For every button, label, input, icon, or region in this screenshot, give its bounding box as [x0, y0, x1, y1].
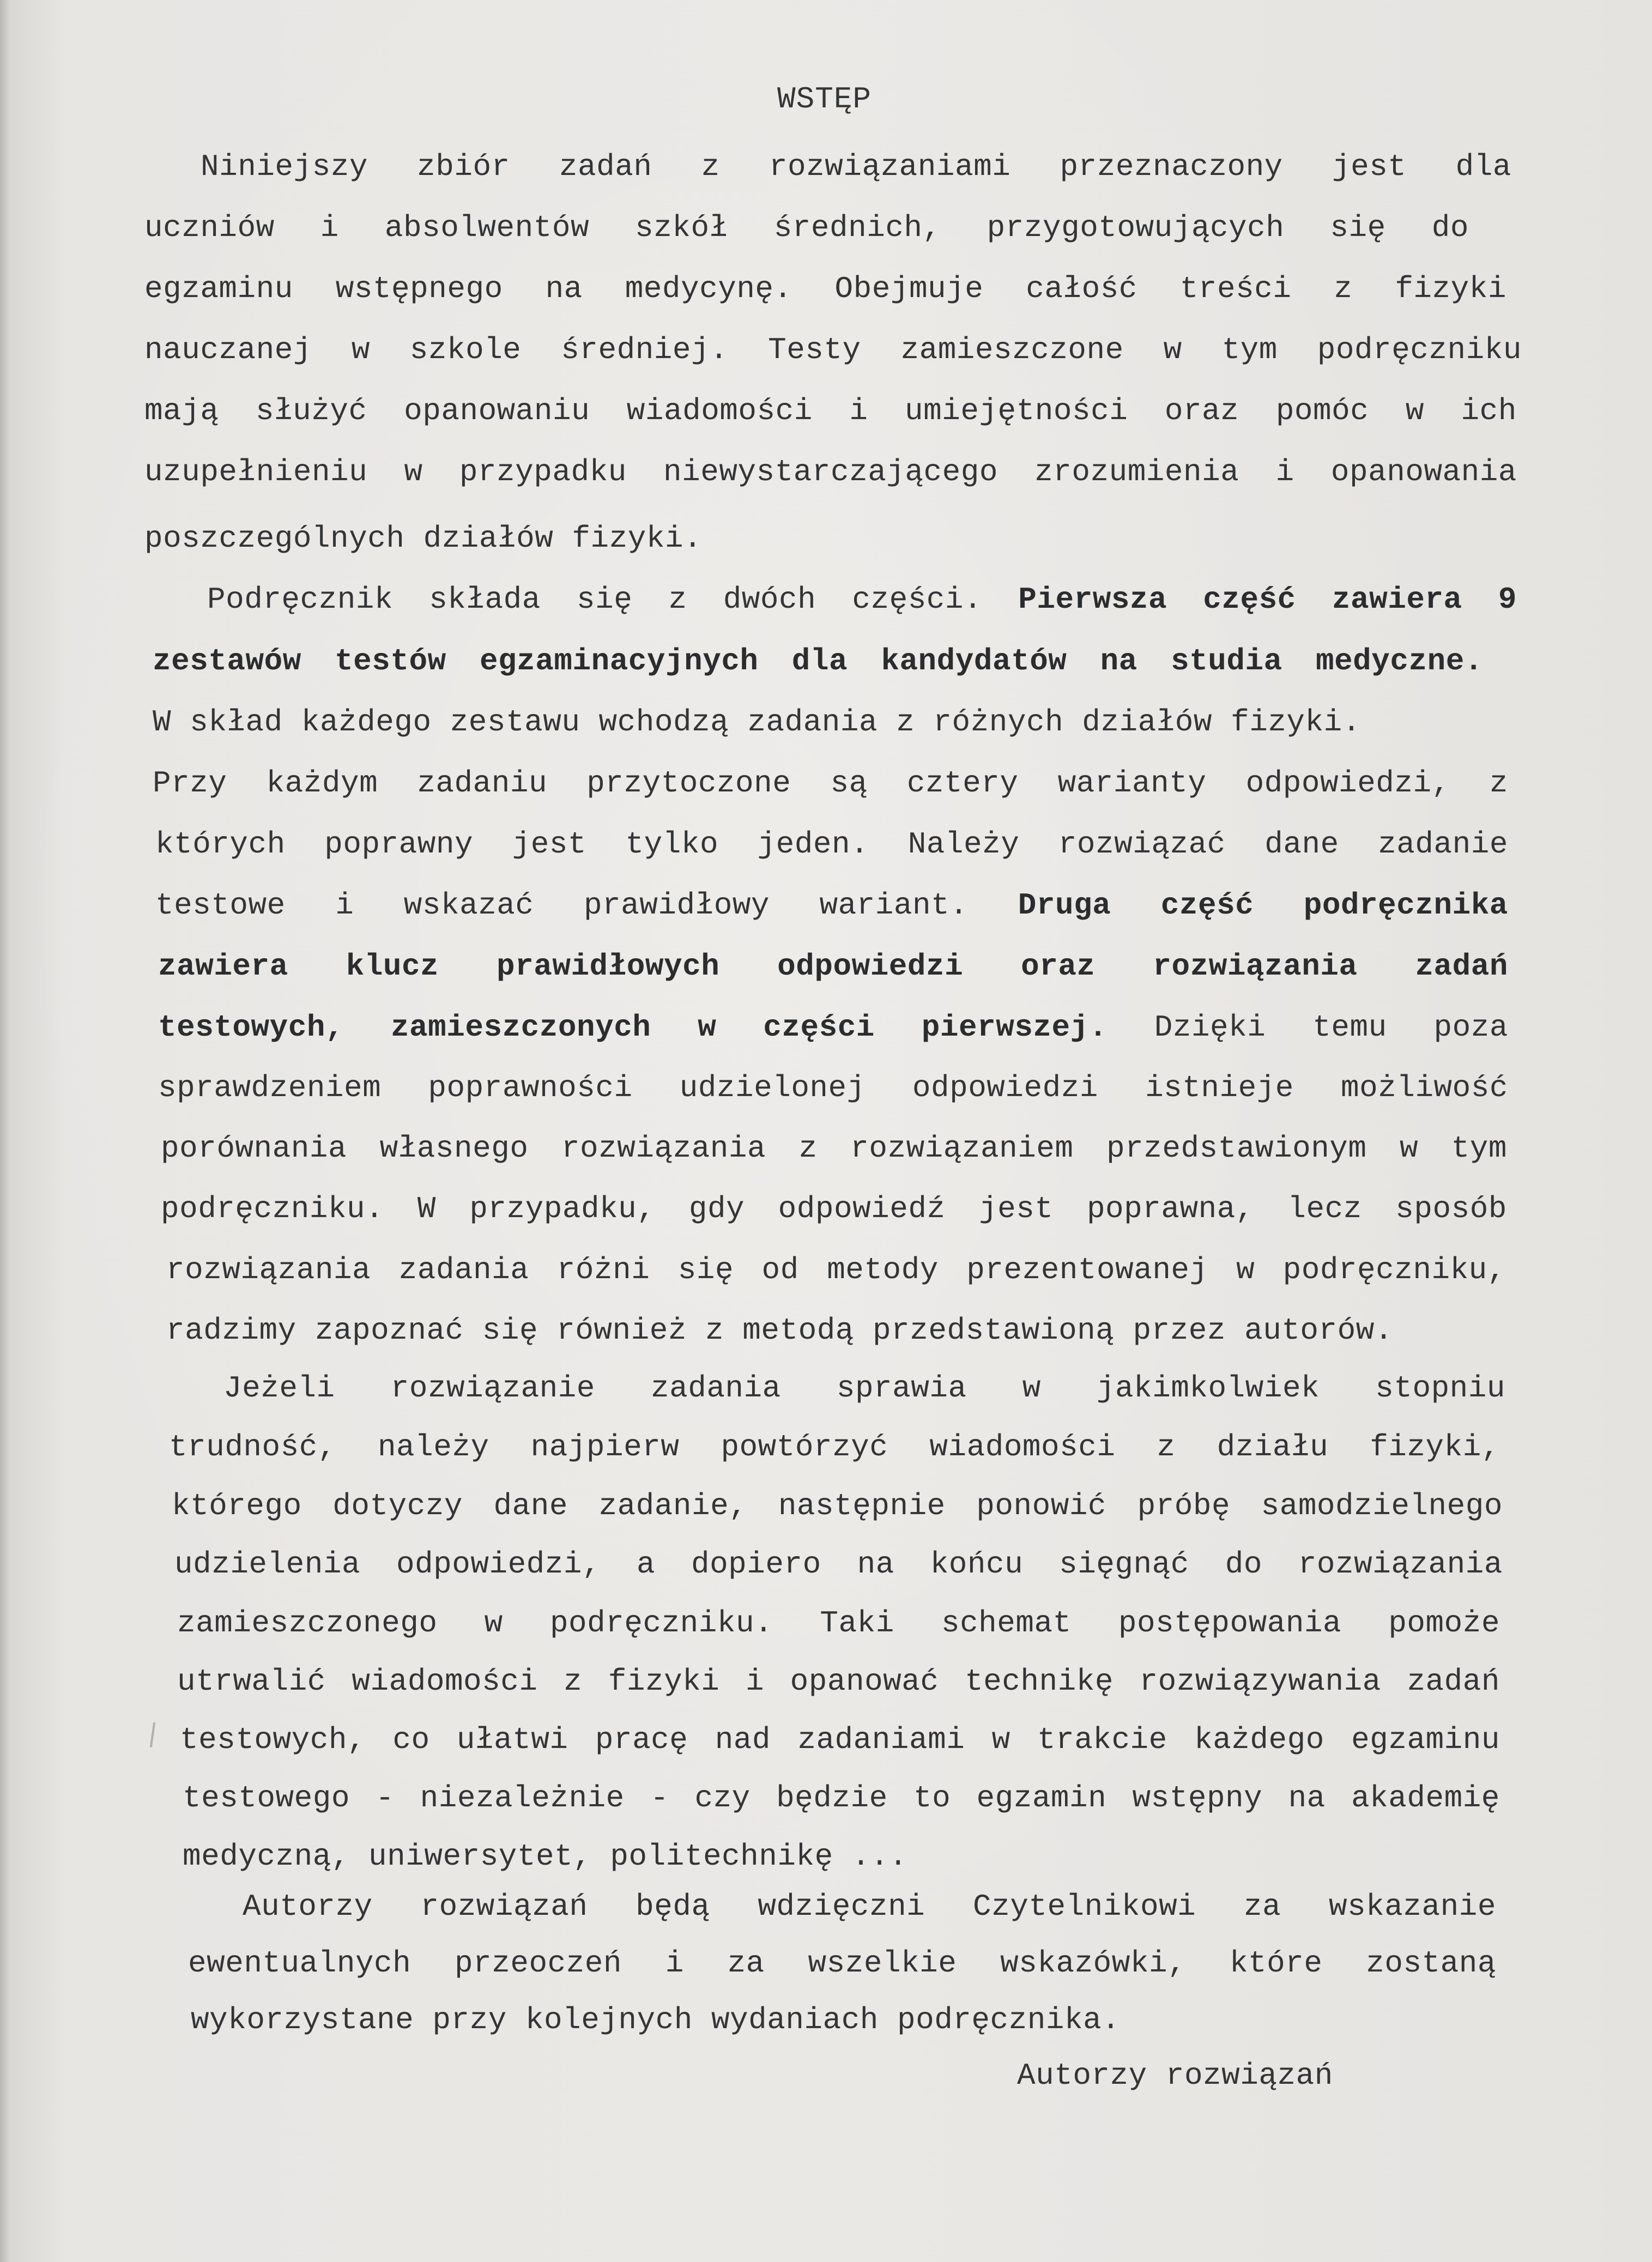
- body-word: 9: [1498, 582, 1517, 617]
- body-word: ewentualnych: [188, 1946, 412, 1981]
- body-word: jest: [512, 827, 587, 862]
- body-word: pracę: [595, 1722, 688, 1757]
- body-word: podręcznika: [1303, 888, 1508, 923]
- body-word: klucz: [346, 949, 439, 984]
- body-word: dane: [1264, 827, 1339, 862]
- body-word: a: [636, 1547, 656, 1582]
- body-word: prawidłowy: [583, 888, 770, 923]
- body-word: przypadku,: [469, 1192, 656, 1226]
- body-word: rozwiązania: [166, 1253, 371, 1287]
- body-word: dotyczy: [332, 1489, 463, 1523]
- body-word: w: [1400, 1131, 1419, 1166]
- body-word: poprawności: [428, 1070, 633, 1105]
- body-word: Podręcznik: [207, 582, 394, 617]
- body-word: W: [417, 1192, 436, 1226]
- body-line: [161, 1194, 1507, 1224]
- body-line: [174, 1549, 1503, 1580]
- body-word: wariant.: [819, 888, 969, 923]
- body-word: tym: [1221, 332, 1278, 367]
- body-word: zadanie: [1378, 827, 1508, 862]
- body-word: akademię: [1351, 1781, 1500, 1816]
- body-word: Niniejszy: [201, 149, 368, 184]
- body-word: studia: [1171, 644, 1282, 679]
- body-word: przeoczeń: [455, 1946, 622, 1981]
- body-word: co: [392, 1722, 430, 1757]
- body-line: [155, 829, 1508, 860]
- body-word: cztery: [906, 766, 1019, 801]
- body-line: [166, 1255, 1506, 1285]
- body-word: pomóc: [1275, 394, 1369, 428]
- body-line: radzimy zapoznać się również z metodą przedstawioną przez autorów.: [166, 1313, 1393, 1348]
- body-line: [158, 951, 1508, 982]
- body-word: następnie: [778, 1489, 946, 1523]
- body-word: w: [1405, 394, 1424, 428]
- body-word: wskazanie: [1328, 1889, 1496, 1924]
- body-word: prawidłowych: [497, 949, 720, 984]
- body-word: różni: [556, 1253, 650, 1287]
- body-word: i: [320, 210, 339, 245]
- body-word: odpowiedzi: [777, 949, 964, 984]
- body-word: Taki: [820, 1606, 894, 1641]
- body-word: fizyki: [1395, 271, 1506, 306]
- body-word: na: [545, 271, 583, 306]
- body-word: to: [913, 1781, 951, 1816]
- body-word: Obejmuje: [834, 271, 984, 306]
- body-word: wiadomości: [626, 394, 813, 428]
- body-word: opanować: [790, 1664, 939, 1699]
- body-word: powtórzyć: [721, 1430, 888, 1465]
- body-word: za: [1244, 1889, 1281, 1924]
- body-word: zostaną: [1366, 1946, 1496, 1981]
- body-word: zbiór: [417, 149, 510, 184]
- body-line: [177, 1606, 1500, 1641]
- body-word: i: [665, 1946, 684, 1981]
- body-word: uzupełnieniu: [144, 455, 368, 489]
- body-word: trudność,: [169, 1430, 336, 1465]
- body-word: końcu: [930, 1547, 1024, 1582]
- body-word: utrwalić: [177, 1664, 326, 1699]
- body-word: przygotowujących: [987, 210, 1285, 245]
- body-word: należy: [377, 1430, 489, 1465]
- body-word: dane: [493, 1489, 568, 1523]
- body-word: na: [1288, 1781, 1326, 1816]
- body-word: z: [668, 582, 687, 617]
- body-word: sprawdzeniem: [158, 1070, 382, 1105]
- body-word: do: [1225, 1547, 1262, 1582]
- body-line: [144, 457, 1517, 487]
- body-word: zawiera: [1332, 582, 1462, 617]
- body-word: zadaniu: [417, 766, 548, 801]
- body-word: z: [798, 1131, 818, 1166]
- body-word: zadania: [398, 1253, 529, 1287]
- body-word: Przy: [153, 766, 227, 801]
- body-word: które: [1229, 1946, 1323, 1981]
- body-word: średniej.: [561, 332, 729, 367]
- body-word: umiejętności: [905, 394, 1128, 428]
- body-word: zawiera: [158, 949, 288, 984]
- body-word: samodzielnego: [1261, 1489, 1503, 1523]
- body-line: wykorzystane przy kolejnych wydaniach podręcznika.: [191, 2003, 1121, 2037]
- body-word: jakimkolwiek: [1096, 1371, 1320, 1406]
- body-word: części: [763, 1010, 875, 1045]
- body-word: Testy: [768, 332, 861, 367]
- body-line: [223, 1373, 1505, 1404]
- body-word: od: [761, 1253, 799, 1287]
- body-word: z: [564, 1664, 583, 1699]
- body-word: w: [1236, 1253, 1255, 1287]
- body-word: testowego: [183, 1781, 350, 1816]
- body-line: [153, 644, 1483, 679]
- body-word: odpowiedź: [778, 1192, 946, 1226]
- body-line: [153, 768, 1508, 799]
- body-word: czy: [694, 1781, 751, 1816]
- body-word: zadań: [1415, 949, 1508, 984]
- body-word: w: [698, 1010, 717, 1045]
- body-word: działu: [1217, 1430, 1329, 1465]
- body-line: medyczną, uniwersytet, politechnikę ...: [183, 1839, 908, 1874]
- body-word: zamieszczonego: [177, 1606, 438, 1641]
- body-word: istnieje: [1145, 1070, 1294, 1105]
- signature: Autorzy rozwiązań: [1017, 2058, 1333, 2093]
- body-word: którego: [172, 1489, 302, 1523]
- body-word: fizyki,: [1370, 1430, 1500, 1465]
- body-word: i: [1275, 455, 1294, 489]
- body-line: [172, 1491, 1503, 1521]
- body-word: egzamin: [976, 1781, 1107, 1816]
- body-word: jeden.: [757, 827, 869, 862]
- body-line: [144, 210, 1469, 245]
- body-word: średnich,: [773, 210, 941, 245]
- body-word: egzaminu: [144, 271, 293, 306]
- body-word: część: [1203, 582, 1296, 617]
- body-word: egzaminacyjnych: [479, 644, 759, 679]
- body-word: pierwszej.: [921, 1010, 1108, 1045]
- body-line: W skład każdego zestawu wchodzą zadania z różnych działów fizyki.: [153, 705, 1361, 740]
- body-word: medyczne.: [1315, 644, 1483, 679]
- body-word: składa: [429, 582, 541, 617]
- body-word: wstępny: [1132, 1781, 1263, 1816]
- body-word: trakcie: [1037, 1722, 1167, 1757]
- body-word: w: [484, 1606, 503, 1641]
- body-line: [144, 332, 1522, 367]
- body-word: nauczanej: [144, 332, 312, 367]
- body-word: odpowiedzi,: [396, 1547, 601, 1582]
- body-word: zadań: [1407, 1664, 1500, 1699]
- body-word: uczniów: [144, 210, 275, 245]
- body-line: [180, 1722, 1500, 1757]
- body-word: wiadomości: [352, 1664, 538, 1699]
- body-word: ponowić: [976, 1489, 1107, 1523]
- body-line: [169, 1430, 1500, 1465]
- body-word: porównania: [161, 1131, 347, 1166]
- body-word: opanowaniu: [404, 394, 590, 428]
- body-line: [161, 1133, 1507, 1164]
- body-word: zamieszczonych: [390, 1010, 651, 1045]
- body-word: całość: [1026, 271, 1137, 306]
- body-word: część: [1160, 888, 1254, 923]
- body-word: Druga: [1018, 888, 1111, 923]
- body-word: będzie: [776, 1781, 888, 1816]
- body-word: sięgnąć: [1059, 1547, 1189, 1582]
- body-word: Dzięki: [1154, 1010, 1266, 1045]
- body-word: wszelkie: [808, 1946, 957, 1981]
- body-word: Autorzy: [243, 1889, 373, 1924]
- body-word: rozwiązań: [420, 1889, 588, 1924]
- body-word: mają: [144, 394, 219, 428]
- body-line: [188, 1948, 1496, 1979]
- body-word: w: [991, 1722, 1010, 1757]
- body-word: w: [1163, 332, 1182, 367]
- body-word: gdy: [688, 1192, 745, 1226]
- body-line: [155, 890, 1508, 921]
- body-word: rozwiązać: [1058, 827, 1226, 862]
- body-word: zrozumienia: [1034, 455, 1239, 489]
- body-word: testowych,: [158, 1010, 344, 1045]
- body-word: absolwentów: [384, 210, 590, 245]
- body-word: się: [576, 582, 633, 617]
- body-word: tym: [1451, 1131, 1507, 1166]
- body-word: jest: [979, 1192, 1054, 1226]
- body-word: własnego: [379, 1131, 529, 1166]
- body-word: treści: [1179, 271, 1292, 306]
- body-word: odpowiedzi: [912, 1070, 1098, 1105]
- body-word: udzielonej: [679, 1070, 866, 1105]
- body-word: wstępnego: [335, 271, 503, 306]
- body-line: [201, 149, 1511, 184]
- body-word: jest: [1332, 149, 1407, 184]
- body-word: dla: [791, 644, 848, 679]
- body-word: rozwiązania: [1153, 949, 1358, 984]
- body-line: [158, 1012, 1508, 1043]
- body-word: przypadku: [459, 455, 627, 489]
- body-word: rozwiązania: [1298, 1547, 1503, 1582]
- body-word: prezentowanej: [966, 1253, 1208, 1287]
- body-word: zadanie,: [598, 1489, 748, 1523]
- body-word: ich: [1461, 394, 1517, 428]
- body-word: są: [830, 766, 868, 801]
- body-word: metody: [827, 1253, 939, 1287]
- body-word: i: [745, 1664, 765, 1699]
- body-word: opanowania: [1330, 455, 1517, 489]
- body-word: przedstawionym: [1106, 1131, 1367, 1166]
- body-word: testowe: [155, 888, 286, 923]
- body-word: w: [404, 455, 423, 489]
- body-word: -: [376, 1781, 395, 1816]
- body-word: w: [1022, 1371, 1041, 1406]
- body-word: służyć: [255, 394, 367, 428]
- body-word: przytoczone: [586, 766, 791, 801]
- body-word: Należy: [907, 827, 1020, 862]
- body-line: poszczególnych działów fizyki.: [144, 521, 703, 556]
- body-word: rozwiązywania: [1139, 1664, 1381, 1699]
- body-word: najpierw: [530, 1430, 680, 1465]
- body-word: oraz: [1021, 949, 1096, 984]
- body-word: na: [1100, 644, 1137, 679]
- body-word: zamieszczone: [900, 332, 1124, 367]
- body-line: [243, 1891, 1496, 1922]
- body-word: udzielenia: [174, 1547, 361, 1582]
- body-word: medycynę.: [625, 271, 792, 306]
- body-word: szkół: [635, 210, 728, 245]
- body-word: rozwiązaniem: [850, 1131, 1074, 1166]
- body-word: przeznaczony: [1060, 149, 1283, 184]
- margin-pen-mark: [150, 1722, 155, 1747]
- body-word: z: [1157, 1430, 1176, 1465]
- body-word: tylko: [625, 827, 719, 862]
- body-word: rozwiązania: [561, 1131, 766, 1166]
- body-word: rozwiązaniami: [768, 149, 1011, 184]
- body-word: zadań: [559, 149, 652, 184]
- body-word: sposób: [1395, 1192, 1507, 1226]
- body-word: zadaniami: [797, 1722, 965, 1757]
- body-word: się: [677, 1253, 734, 1287]
- body-word: technikę: [965, 1664, 1114, 1699]
- body-word: podręczniku: [1317, 332, 1522, 367]
- body-line: [183, 1781, 1500, 1816]
- body-word: wdzięczni: [758, 1889, 925, 1924]
- body-line: [207, 584, 1517, 615]
- body-word: i: [849, 394, 868, 428]
- body-line: [144, 271, 1506, 306]
- body-word: wskazówki,: [1000, 1946, 1187, 1981]
- body-line: [177, 1666, 1500, 1697]
- body-word: poprawny: [324, 827, 474, 862]
- body-word: -: [650, 1781, 669, 1816]
- body-word: i: [335, 888, 354, 923]
- body-word: postępowania: [1118, 1606, 1342, 1641]
- body-word: poprawna,: [1086, 1192, 1254, 1226]
- body-word: wskazać: [403, 888, 534, 923]
- body-word: testowych,: [180, 1722, 366, 1757]
- body-word: Jeżeli: [223, 1371, 335, 1406]
- body-word: z: [701, 149, 720, 184]
- body-word: dla: [1455, 149, 1511, 184]
- body-word: do: [1431, 210, 1469, 245]
- body-word: szkole: [409, 332, 522, 367]
- body-word: będą: [636, 1889, 710, 1924]
- body-word: testów: [335, 644, 446, 679]
- body-word: nad: [715, 1722, 771, 1757]
- body-word: się: [1330, 210, 1386, 245]
- body-word: dwóch: [723, 582, 816, 617]
- body-word: podręczniku,: [1282, 1253, 1506, 1287]
- body-word: części.: [852, 582, 983, 617]
- body-word: z: [1489, 766, 1508, 801]
- body-word: każdego: [1194, 1722, 1324, 1757]
- body-word: za: [727, 1946, 765, 1981]
- body-word: możliwość: [1341, 1070, 1508, 1105]
- body-word: Pierwsza: [1018, 582, 1167, 617]
- body-word: wiadomości: [929, 1430, 1116, 1465]
- body-word: stopniu: [1375, 1371, 1505, 1406]
- body-word: warianty: [1057, 766, 1207, 801]
- body-word: Czytelnikowi: [973, 1889, 1196, 1924]
- body-word: kandydatów: [881, 644, 1067, 679]
- body-word: dopiero: [691, 1547, 821, 1582]
- body-word: schemat: [941, 1606, 1072, 1641]
- body-word: w: [351, 332, 370, 367]
- page-title: WSTĘP: [777, 82, 872, 117]
- body-word: każdym: [266, 766, 378, 801]
- body-word: zadania: [651, 1371, 781, 1406]
- body-word: lecz: [1287, 1192, 1362, 1226]
- body-word: pomoże: [1388, 1606, 1500, 1641]
- body-line: [158, 1070, 1508, 1105]
- body-word: ułatwi: [456, 1722, 568, 1757]
- body-word: fizyki: [608, 1664, 720, 1699]
- body-word: podręczniku.: [161, 1192, 384, 1226]
- body-word: próbę: [1137, 1489, 1231, 1523]
- body-word: poza: [1433, 1010, 1508, 1045]
- body-word: sprawia: [836, 1371, 967, 1406]
- body-word: zestawów: [153, 644, 301, 679]
- body-line: [144, 396, 1517, 426]
- body-word: niezależnie: [420, 1781, 625, 1816]
- body-word: których: [155, 827, 286, 862]
- body-word: oraz: [1164, 394, 1239, 428]
- body-word: na: [857, 1547, 894, 1582]
- body-word: temu: [1312, 1010, 1387, 1045]
- body-word: egzaminu: [1351, 1722, 1500, 1757]
- body-word: podręczniku.: [549, 1606, 773, 1641]
- body-word: odpowiedzi,: [1245, 766, 1450, 801]
- body-word: z: [1334, 271, 1353, 306]
- body-word: niewystarczającego: [663, 455, 998, 489]
- body-word: rozwiązanie: [390, 1371, 595, 1406]
